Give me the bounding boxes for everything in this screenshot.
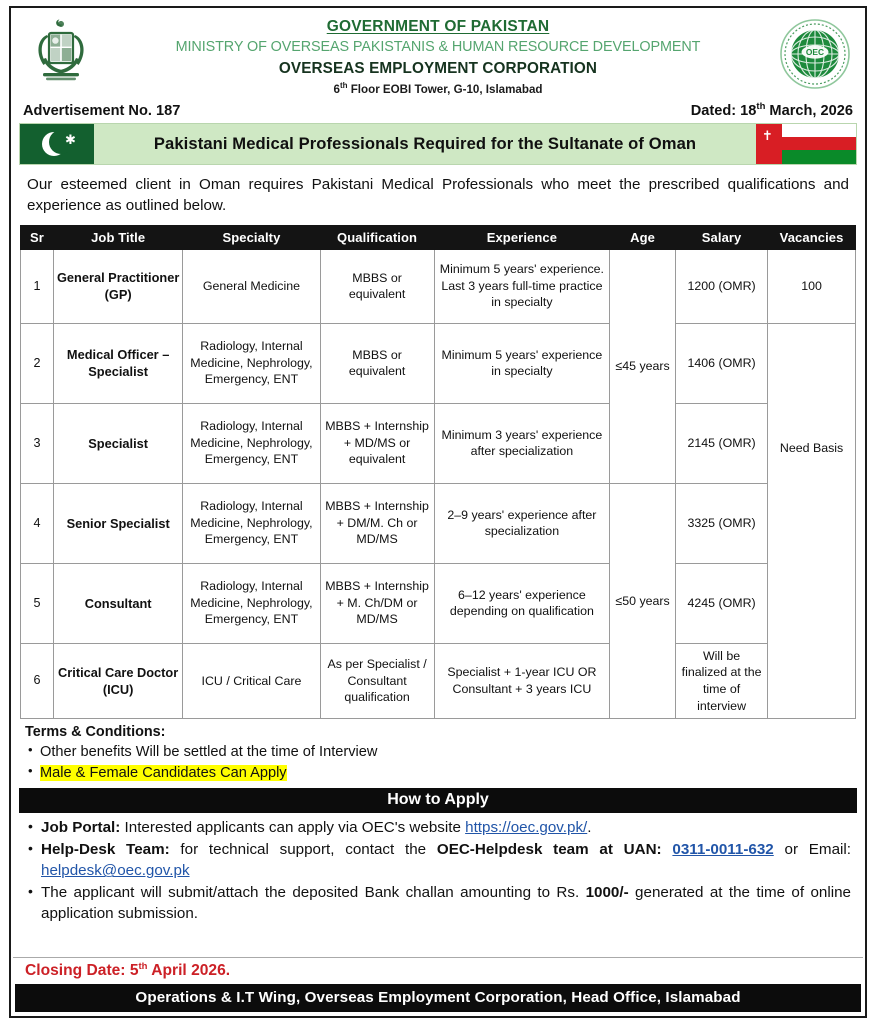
cell-experience: Minimum 3 years' experience after specialization — [434, 403, 610, 483]
office-address: 6th Floor EOBI Tower, G-10, Islamabad — [333, 80, 543, 96]
helpdesk-text: for technical support, contact the — [169, 841, 437, 859]
cell-job-title: Specialist — [53, 403, 182, 483]
col-header-sr: Sr — [21, 225, 54, 249]
oec-globe-logo-icon — [773, 15, 857, 91]
intro-paragraph: Our esteemed client in Oman requires Pakistani Medical Professionals who meet the prescribed qualifications and experience as outlined below. — [27, 175, 849, 215]
jobs-table — [20, 225, 856, 719]
terms-list — [25, 742, 851, 784]
advertisement-date: Dated: 18th March, 2026 — [690, 100, 853, 119]
cell-age: ≤50 years — [610, 483, 676, 718]
oec-website-link[interactable]: https://oec.gov.pk/ — [465, 819, 588, 837]
svg-text:OEC: OEC — [805, 47, 825, 57]
jobs-table-wrapper — [13, 225, 863, 719]
col-header-experience: Experience — [434, 225, 610, 249]
cell-sr: 6 — [21, 643, 54, 718]
cell-specialty: General Medicine — [183, 249, 320, 323]
cell-qualification: MBBS + Internship + MD/MS or equivalent — [320, 403, 434, 483]
col-header-job-title: Job Title — [53, 225, 182, 249]
helpdesk-mid: or Email: — [773, 841, 852, 859]
table-row — [21, 323, 856, 403]
table-row — [21, 249, 856, 323]
cell-specialty: Radiology, Internal Medicine, Nephrology, Emergency, ENT — [183, 323, 320, 403]
cell-qualification: MBBS + Internship + M. Ch/DM or MD/MS — [320, 563, 434, 643]
table-row — [21, 643, 856, 718]
cell-experience: 2–9 years' experience after specialization — [434, 483, 610, 563]
cell-qualification: MBBS or equivalent — [320, 323, 434, 403]
cell-experience: Minimum 5 years' experience. Last 3 years full-time practice in specialty — [434, 249, 610, 323]
terms-item-label-highlighted: Male & Female Candidates Can Apply — [40, 765, 287, 782]
cell-job-title: General Practitioner (GP) — [53, 249, 182, 323]
col-header-age: Age — [610, 225, 676, 249]
terms-item — [25, 763, 851, 784]
job-portal-tail: . — [587, 819, 592, 837]
col-header-specialty: Specialty — [183, 225, 320, 249]
table-row — [21, 403, 856, 483]
oman-flag-icon: ✝ — [756, 124, 856, 164]
cell-salary: Will be finalized at the time of interview — [676, 643, 768, 718]
layout-spacer — [13, 926, 863, 954]
how-to-apply-bar: How to Apply — [19, 788, 857, 813]
table-header-row — [21, 225, 856, 249]
cell-sr: 4 — [21, 483, 54, 563]
cell-job-title: Critical Care Doctor (ICU) — [53, 643, 182, 718]
terms-item-label: Other benefits Will be settled at the time of Interview — [40, 744, 378, 761]
cell-specialty: Radiology, Internal Medicine, Nephrology, Emergency, ENT — [183, 563, 320, 643]
cell-specialty: Radiology, Internal Medicine, Nephrology, Emergency, ENT — [183, 403, 320, 483]
cell-experience: 6–12 years' experience depending on qualification — [434, 563, 610, 643]
banner-title: Pakistani Medical Professionals Required for the Sultanate of Oman — [94, 124, 756, 164]
col-header-qualification: Qualification — [320, 225, 434, 249]
helpdesk-uan-link[interactable]: 0311-0011-632 — [672, 841, 774, 859]
cell-specialty: ICU / Critical Care — [183, 643, 320, 718]
cell-qualification: MBBS or equivalent — [320, 249, 434, 323]
cell-specialty: Radiology, Internal Medicine, Nephrology, Emergency, ENT — [183, 483, 320, 563]
advertisement-number: Advertisement No. 187 — [23, 102, 181, 119]
cell-sr: 5 — [21, 563, 54, 643]
closing-date: Closing Date: 5th April 2026. — [13, 957, 863, 984]
cell-job-title: Medical Officer – Specialist — [53, 323, 182, 403]
pakistan-flag-icon: ✱ — [20, 124, 94, 164]
apply-item-bank-challan — [25, 883, 851, 925]
challan-text-1: The applicant will submit/attach the deposited Bank challan amounting to Rs. — [41, 884, 586, 902]
challan-text-2: generated at the time of online application submission. — [41, 884, 851, 923]
corporation-line: OVERSEAS EMPLOYMENT CORPORATION — [278, 59, 598, 77]
table-row — [21, 563, 856, 643]
government-line: GOVERNMENT OF PAKISTAN — [326, 18, 550, 35]
terms-item — [25, 742, 851, 763]
terms-section — [13, 719, 863, 784]
cell-salary: 3325 (OMR) — [676, 483, 768, 563]
cell-salary: 4245 (OMR) — [676, 563, 768, 643]
cell-experience: Minimum 5 years' experience in specialty — [434, 323, 610, 403]
col-header-salary: Salary — [676, 225, 768, 249]
cell-qualification: MBBS + Internship + DM/M. Ch or MD/MS — [320, 483, 434, 563]
cell-age: ≤45 years — [610, 249, 676, 483]
cell-salary: 1406 (OMR) — [676, 323, 768, 403]
letterhead — [13, 10, 863, 96]
advertisement-meta-row — [13, 96, 863, 123]
cell-job-title: Senior Specialist — [53, 483, 182, 563]
helpdesk-uan-label: OEC-Helpdesk team at UAN: — [436, 841, 662, 859]
cell-experience: Specialist + 1-year ICU OR Consultant + 3 years ICU — [434, 643, 610, 718]
apply-item-job-portal — [25, 818, 851, 839]
letterhead-text — [103, 15, 773, 96]
terms-heading: Terms & Conditions: — [25, 724, 166, 741]
ministry-line: MINISTRY OF OVERSEAS PAKISTANIS & HUMAN RESOURCE DEVELOPMENT — [175, 39, 701, 56]
how-to-apply-list — [25, 818, 851, 925]
cell-sr: 2 — [21, 323, 54, 403]
cell-job-title: Consultant — [53, 563, 182, 643]
challan-amount: 1000/- — [585, 884, 629, 902]
job-portal-text: Interested applicants can apply via OEC's website — [120, 819, 466, 837]
cell-sr: 3 — [21, 403, 54, 483]
helpdesk-label: Help-Desk Team: — [41, 841, 170, 859]
how-to-apply-section — [13, 813, 863, 926]
advertisement-sheet — [9, 6, 867, 1018]
cell-vacancies: 100 — [768, 249, 856, 323]
cell-salary: 1200 (OMR) — [676, 249, 768, 323]
cell-qualification: As per Specialist / Consultant qualification — [320, 643, 434, 718]
cell-vacancies: Need Basis — [768, 323, 856, 718]
job-portal-label: Job Portal: — [41, 819, 121, 837]
helpdesk-email-link[interactable]: helpdesk@oec.gov.pk — [41, 862, 190, 880]
cell-salary: 2145 (OMR) — [676, 403, 768, 483]
footer-bar: Operations & I.T Wing, Overseas Employment Corporation, Head Office, Islamabad — [15, 984, 861, 1012]
col-header-vacancies: Vacancies — [768, 225, 856, 249]
pakistan-state-emblem-icon — [19, 15, 103, 89]
apply-item-helpdesk — [25, 840, 851, 882]
cell-sr: 1 — [21, 249, 54, 323]
job-banner — [19, 123, 857, 165]
table-row — [21, 483, 856, 563]
